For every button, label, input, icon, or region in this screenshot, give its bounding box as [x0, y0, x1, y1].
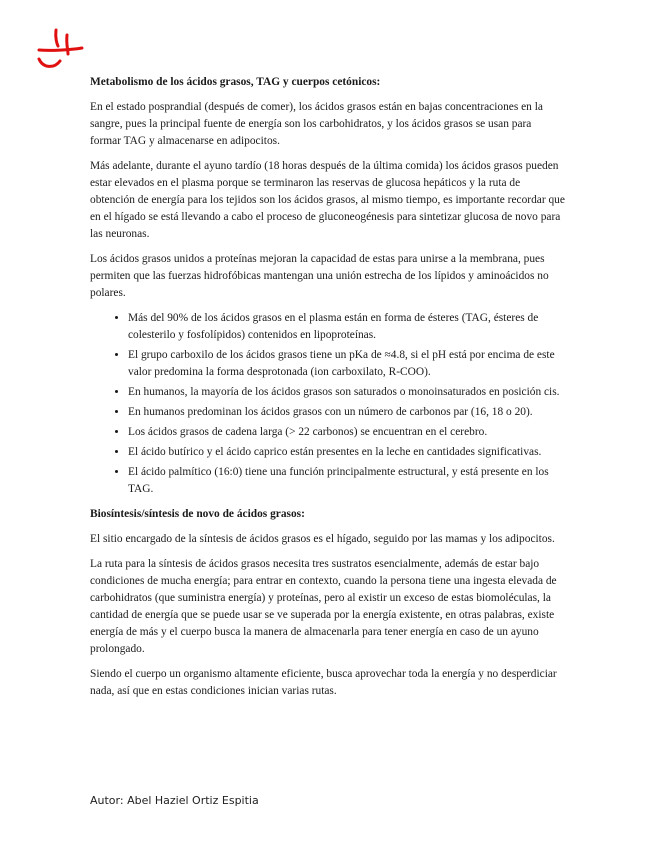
- bullet-item: • En humanos, la mayoría de los ácidos grasos son saturados o monoinsaturados en posición cis.: [128, 384, 565, 401]
- bullet-item: • El ácido palmítico (16:0) tiene una función principalmente estructural, y está presente en los TAG.: [128, 464, 565, 498]
- bullet-item: • El ácido butírico y el ácido caprico están presentes en la leche en cantidades significativas.: [128, 444, 565, 461]
- paragraph: Más adelante, durante el ayuno tardío (18 horas después de la última comida) los ácidos grasos pueden estar elevados en el plasma porque se terminaron las reservas de glucosa hepáticos y la ruta de obtención de energía para los tejidos son los ácidos grasos, al mismo tiempo, es importante recordar que en el hígado se está llevando a cabo el proceso de gluconeogénesis para sintetizar glucosa de novo para las neuronas.: [90, 160, 565, 240]
- paragraph: Siendo el cuerpo un organismo altamente eficiente, busca aprovechar toda la energía y no desperdiciar nada, así que en estas condiciones inician varias rutas.: [90, 668, 557, 697]
- section-heading-metabolismo: Metabolismo de los ácidos grasos, TAG y cuerpos cetónicos:: [90, 76, 381, 88]
- author-logo-icon: [30, 24, 86, 74]
- paragraph: La ruta para la síntesis de ácidos grasos necesita tres sustratos esencialmente, además de estar bajo condiciones de mucha energía; para entrar en contexto, cuando la persona tiene una ingesta elevada de carbohidratos (que suministra energía) y proteínas, pero al existir un exceso de estas biomoléculas, la cantidad de energía que se puede usar se ve superada por la energía existente, en otras palabras, existe energía de más y el cuerpo busca la manera de almacenarla para tener energía en caso de un ayuno prolongado.: [90, 558, 557, 655]
- paragraph: El sitio encargado de la síntesis de ácidos grasos es el hígado, seguido por las mamas y los adipocitos.: [90, 533, 555, 545]
- document-body: [90, 74, 565, 708]
- bullet-list: [90, 310, 565, 498]
- paragraph: Los ácidos grasos unidos a proteínas mejoran la capacidad de estas para unirse a la membrana, pues permiten que las fuerzas hidrofóbicas mantengan una unión estrecha de los lípidos y aminoácidos no polares.: [90, 253, 549, 299]
- bullet-item: • Los ácidos grasos de cadena larga (> 22 carbonos) se encuentran en el cerebro.: [128, 424, 565, 441]
- bullet-item: • Más del 90% de los ácidos grasos en el plasma están en forma de ésteres (TAG, ésteres de colesterilo y fosfolípidos) contenidos en lipoproteínas.: [128, 310, 565, 344]
- bullet-item: • En humanos predominan los ácidos grasos con un número de carbonos par (16, 18 o 20).: [128, 404, 565, 421]
- footer-author: Autor: Abel Haziel Ortiz Espitia: [90, 794, 259, 807]
- bullet-item: • El grupo carboxilo de los ácidos grasos tiene un pKa de ≈4.8, si el pH está por encima de este valor predomina la forma desprotonada (ion carboxilato, R-COO).: [128, 347, 565, 381]
- section-heading-biosintesis: Biosíntesis/síntesis de novo de ácidos grasos:: [90, 508, 305, 520]
- paragraph: En el estado posprandial (después de comer), los ácidos grasos están en bajas concentraciones en la sangre, pues la principal fuente de energía son los carbohidratos, y los ácidos grasos se usan para formar TAG y almacenarse en adipocitos.: [90, 101, 543, 147]
